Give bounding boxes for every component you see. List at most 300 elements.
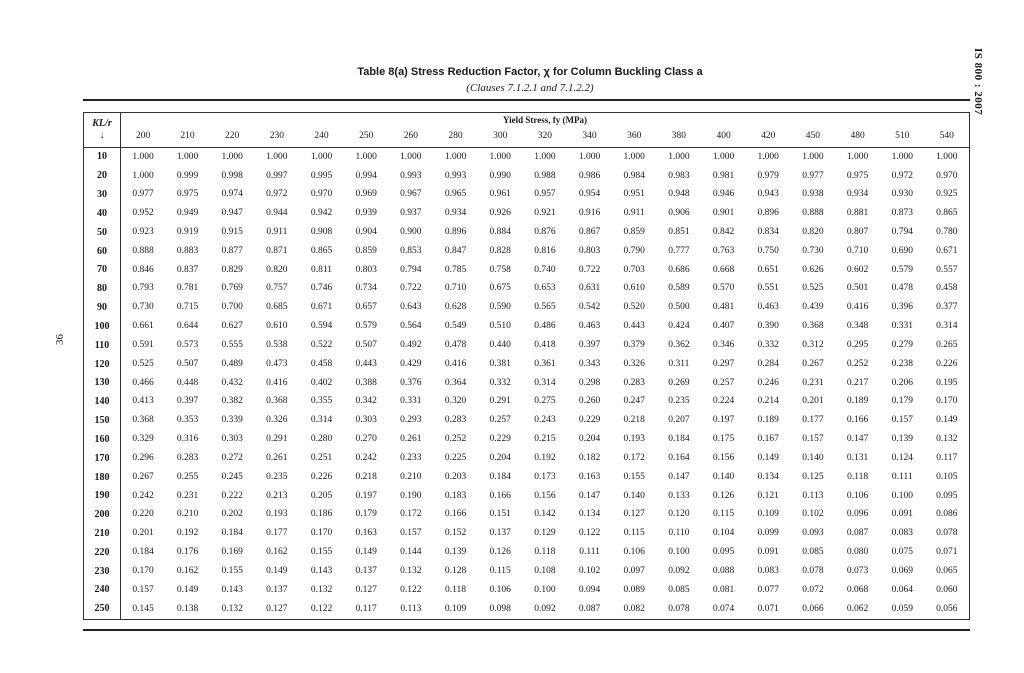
kl-r-value: 250: [84, 600, 121, 620]
table-cell: 0.189: [846, 396, 869, 407]
table-cell: 0.859: [355, 245, 377, 256]
table-cell: 0.126: [489, 547, 511, 558]
table-cell: 0.590: [489, 302, 511, 313]
table-cell: 0.984: [623, 170, 645, 181]
table-cell: 0.947: [221, 208, 243, 219]
table-cell: 0.140: [712, 471, 735, 482]
table-cell: 0.326: [266, 415, 288, 426]
table-cell: 0.134: [578, 509, 601, 520]
table-cell: 0.949: [176, 208, 199, 219]
kl-r-value: 20: [84, 167, 121, 186]
table-cell: 0.257: [712, 377, 735, 388]
table-cell: 0.551: [757, 283, 779, 294]
table-cell: 0.974: [221, 189, 243, 200]
table-cell: 0.837: [176, 264, 199, 275]
table-cell: 0.173: [534, 471, 556, 482]
table-cell: 0.746: [310, 283, 333, 294]
table-cell: 0.113: [802, 490, 824, 501]
kl-r-value: 50: [84, 223, 121, 242]
stress-reduction-table: [83, 112, 970, 620]
table-cell: 0.346: [712, 339, 735, 350]
table-cell: 0.255: [176, 471, 199, 482]
column-header: 400: [701, 127, 746, 148]
table-cell: 0.094: [578, 584, 601, 595]
table-cell: 0.085: [802, 547, 824, 558]
table-cell: 0.368: [266, 396, 288, 407]
table-cell: 0.087: [578, 603, 601, 614]
table-cell: 0.416: [266, 377, 288, 388]
table-cell: 0.242: [132, 490, 154, 501]
table-cell: 0.926: [489, 208, 511, 219]
table-cell: 0.311: [668, 358, 690, 369]
table-cell: 0.671: [310, 302, 333, 313]
table-cell: 0.122: [310, 603, 333, 614]
kl-r-value: 140: [84, 393, 121, 412]
kl-r-value: 170: [84, 449, 121, 468]
table-cell: 0.946: [712, 189, 735, 200]
table-cell: 0.291: [489, 396, 511, 407]
table-cell: 0.807: [846, 226, 869, 237]
table-cell: 0.190: [400, 490, 422, 501]
table-cell: 0.355: [310, 396, 333, 407]
table-cell: 0.390: [757, 321, 779, 332]
table-cell: 0.184: [132, 547, 154, 558]
column-header: 540: [925, 127, 970, 148]
table-row: [84, 261, 970, 280]
table-cell: 0.396: [891, 302, 913, 313]
table-cell: 0.627: [221, 321, 243, 332]
table-cell: 0.298: [578, 377, 601, 388]
table-cell: 0.303: [355, 415, 377, 426]
table-cell: 0.900: [400, 226, 422, 237]
table-cell: 0.229: [489, 434, 511, 445]
table-cell: 0.957: [534, 189, 556, 200]
table-cell: 0.081: [712, 584, 735, 595]
table-cell: 0.908: [310, 226, 333, 237]
table-cell: 0.129: [534, 528, 556, 539]
table-cell: 0.231: [802, 377, 824, 388]
kl-r-value: 120: [84, 355, 121, 374]
table-cell: 0.060: [936, 584, 958, 595]
table-cell: 0.331: [891, 321, 913, 332]
table-cell: 0.210: [400, 471, 422, 482]
column-header: 380: [657, 127, 702, 148]
table-cell: 0.283: [176, 452, 199, 463]
table-cell: 0.170: [132, 565, 154, 576]
table-cell: 0.303: [221, 434, 243, 445]
table-cell: 0.229: [578, 415, 601, 426]
kl-r-value: 200: [84, 506, 121, 525]
column-header: 260: [389, 127, 434, 148]
table-cell: 0.186: [310, 509, 333, 520]
table-cell: 0.095: [712, 547, 735, 558]
column-header: 280: [433, 127, 478, 148]
table-cell: 0.144: [400, 547, 422, 558]
table-cell: 0.157: [400, 528, 422, 539]
kl-r-value: 70: [84, 261, 121, 280]
table-cell: 0.142: [534, 509, 556, 520]
table-cell: 0.118: [534, 547, 556, 558]
table-cell: 0.162: [266, 547, 288, 558]
table-cell: 0.816: [534, 245, 556, 256]
table-cell: 0.579: [891, 264, 913, 275]
table-row: [84, 317, 970, 336]
table-cell: 0.127: [623, 509, 645, 520]
table-cell: 0.329: [132, 434, 154, 445]
table-cell: 0.182: [578, 452, 601, 463]
table-cell: 0.080: [846, 547, 869, 558]
table-cell: 0.522: [310, 339, 333, 350]
table-cell: 1.000: [534, 151, 556, 162]
table-cell: 0.847: [444, 245, 467, 256]
table-cell: 0.757: [266, 283, 288, 294]
table-cell: 0.078: [936, 528, 958, 539]
table-cell: 0.919: [176, 226, 199, 237]
table-cell: 0.777: [668, 245, 690, 256]
table-cell: 0.106: [489, 584, 511, 595]
table-cell: 0.589: [668, 283, 690, 294]
kl-r-value: 230: [84, 562, 121, 581]
table-cell: 0.489: [221, 358, 243, 369]
table-cell: 0.059: [891, 603, 913, 614]
table-cell: 0.916: [578, 208, 601, 219]
table-cell: 1.000: [176, 151, 199, 162]
table-cell: 0.758: [489, 264, 511, 275]
table-cell: 0.703: [623, 264, 645, 275]
table-cell: 0.235: [668, 396, 690, 407]
table-cell: 0.780: [936, 226, 958, 237]
table-cell: 0.121: [757, 490, 779, 501]
table-cell: 0.149: [266, 565, 288, 576]
table-cell: 0.093: [802, 528, 824, 539]
table-cell: 0.382: [221, 396, 243, 407]
table-cell: 0.095: [936, 490, 958, 501]
table-cell: 0.418: [534, 339, 556, 350]
table-cell: 0.215: [534, 434, 556, 445]
down-arrow-icon: ↓: [99, 130, 105, 141]
table-cell: 0.938: [802, 189, 824, 200]
table-cell: 0.965: [444, 189, 467, 200]
table-cell: 0.954: [578, 189, 601, 200]
table-cell: 0.098: [489, 603, 511, 614]
table-cell: 0.993: [444, 170, 467, 181]
table-cell: 0.147: [578, 490, 601, 501]
table-cell: 0.126: [712, 490, 735, 501]
table-cell: 0.065: [936, 565, 958, 576]
table-cell: 0.251: [310, 452, 333, 463]
table-cell: 0.193: [623, 434, 645, 445]
table-cell: 0.466: [132, 377, 154, 388]
table-cell: 0.644: [176, 321, 199, 332]
table-cell: 0.478: [891, 283, 913, 294]
table-cell: 0.066: [802, 603, 824, 614]
table-cell: 0.293: [400, 415, 422, 426]
table-cell: 0.686: [668, 264, 690, 275]
table-cell: 0.073: [846, 565, 869, 576]
table-cell: 0.272: [221, 452, 243, 463]
table-cell: 0.205: [310, 490, 333, 501]
table-cell: 0.332: [757, 339, 779, 350]
kl-r-value: 90: [84, 299, 121, 318]
table-cell: 0.967: [400, 189, 422, 200]
table-title: Table 8(a) Stress Reduction Factor, χ for Column Buckling Class a: [357, 66, 703, 78]
table-cell: 0.594: [310, 321, 333, 332]
table-cell: 0.876: [534, 226, 556, 237]
table-cell: 0.122: [578, 528, 601, 539]
kl-r-value: 190: [84, 487, 121, 506]
table-cell: 0.128: [444, 565, 467, 576]
table-cell: 0.197: [712, 415, 735, 426]
table-cell: 0.120: [668, 509, 690, 520]
table-cell: 0.944: [266, 208, 288, 219]
table-cell: 0.834: [757, 226, 779, 237]
kl-r-value: 240: [84, 581, 121, 600]
table-cell: 0.166: [846, 415, 869, 426]
table-cell: 0.261: [400, 434, 422, 445]
table-cell: 0.109: [444, 603, 467, 614]
table-cell: 0.111: [579, 547, 600, 558]
table-cell: 0.151: [489, 509, 511, 520]
table-cell: 0.710: [444, 283, 467, 294]
table-cell: 0.291: [266, 434, 288, 445]
table-cell: 0.184: [221, 528, 243, 539]
table-cell: 0.204: [578, 434, 601, 445]
table-row: [84, 600, 970, 620]
table-cell: 0.091: [757, 547, 779, 558]
table-cell: 0.117: [355, 603, 377, 614]
table-cell: 0.948: [668, 189, 690, 200]
table-cell: 0.643: [400, 302, 422, 313]
table-cell: 0.246: [757, 377, 779, 388]
table-cell: 0.710: [846, 245, 869, 256]
table-row: [84, 506, 970, 525]
table-cell: 0.781: [176, 283, 199, 294]
table-cell: 0.069: [891, 565, 913, 576]
table-cell: 0.793: [132, 283, 154, 294]
table-cell: 0.970: [936, 170, 958, 181]
kl-r-value: 60: [84, 242, 121, 261]
table-cell: 0.361: [534, 358, 556, 369]
table-cell: 0.811: [311, 264, 333, 275]
table-cell: 1.000: [846, 151, 869, 162]
table-cell: 0.557: [936, 264, 958, 275]
table-cell: 0.397: [176, 396, 199, 407]
table-cell: 0.213: [266, 490, 288, 501]
table-cell: 1.000: [578, 151, 601, 162]
table-cell: 1.000: [757, 151, 779, 162]
table-cell: 0.859: [623, 226, 645, 237]
table-cell: 0.124: [891, 452, 913, 463]
table-cell: 0.432: [221, 377, 243, 388]
table-cell: 0.500: [668, 302, 690, 313]
table-cell: 0.368: [132, 415, 154, 426]
table-cell: 0.157: [132, 584, 154, 595]
table-cell: 0.942: [310, 208, 333, 219]
table-row: [84, 525, 970, 544]
table-cell: 0.915: [221, 226, 243, 237]
table-cell: 0.104: [712, 528, 735, 539]
table-cell: 0.226: [310, 471, 333, 482]
document-code: IS 800 : 2007: [972, 48, 984, 116]
table-cell: 0.794: [891, 226, 913, 237]
table-cell: 0.176: [176, 547, 199, 558]
table-cell: 0.280: [310, 434, 333, 445]
table-cell: 0.740: [534, 264, 556, 275]
kl-r-value: 40: [84, 205, 121, 224]
table-cell: 0.463: [757, 302, 779, 313]
table-cell: 0.867: [578, 226, 601, 237]
table-cell: 0.785: [444, 264, 467, 275]
column-header: 450: [791, 127, 836, 148]
kl-r-value: 150: [84, 412, 121, 431]
column-header: 210: [165, 127, 210, 148]
table-row: [84, 336, 970, 355]
column-header: 300: [478, 127, 523, 148]
table-cell: 0.132: [310, 584, 333, 595]
table-cell: 0.316: [176, 434, 199, 445]
table-cell: 0.921: [534, 208, 556, 219]
table-cell: 0.388: [355, 377, 377, 388]
column-header: 480: [835, 127, 880, 148]
table-cell: 0.994: [355, 170, 377, 181]
table-cell: 0.088: [712, 565, 735, 576]
table-container: [83, 112, 970, 620]
column-header: 200: [121, 127, 166, 148]
table-cell: 0.207: [668, 415, 690, 426]
table-cell: 0.083: [891, 528, 913, 539]
table-cell: 0.492: [400, 339, 422, 350]
table-cell: 0.117: [936, 452, 958, 463]
yield-stress-header: Yield Stress, fy (MPa): [121, 113, 970, 128]
table-row: [84, 562, 970, 581]
table-cell: 0.969: [355, 189, 377, 200]
table-cell: 0.443: [355, 358, 377, 369]
table-cell: 0.231: [176, 490, 199, 501]
table-cell: 0.458: [310, 358, 333, 369]
table-cell: 0.591: [132, 339, 154, 350]
table-cell: 0.829: [221, 264, 243, 275]
table-cell: 0.192: [176, 528, 199, 539]
table-cell: 0.520: [623, 302, 645, 313]
table-cell: 0.074: [712, 603, 735, 614]
table-cell: 0.904: [355, 226, 377, 237]
table-cell: 0.179: [891, 396, 913, 407]
table-cell: 0.100: [891, 490, 913, 501]
table-cell: 0.156: [712, 452, 735, 463]
kl-r-value: 110: [84, 336, 121, 355]
table-cell: 0.297: [712, 358, 735, 369]
table-cell: 0.690: [891, 245, 913, 256]
table-cell: 0.542: [578, 302, 601, 313]
table-cell: 0.189: [757, 415, 779, 426]
table-body: [84, 148, 970, 620]
table-cell: 0.416: [444, 358, 467, 369]
table-cell: 0.270: [355, 434, 377, 445]
table-cell: 0.930: [891, 189, 913, 200]
table-cell: 0.510: [489, 321, 511, 332]
table-cell: 0.794: [400, 264, 422, 275]
table-cell: 0.111: [891, 471, 913, 482]
table-cell: 1.000: [132, 170, 154, 181]
table-cell: 0.881: [846, 208, 869, 219]
table-cell: 0.972: [891, 170, 913, 181]
table-cell: 0.218: [355, 471, 377, 482]
table-cell: 0.961: [489, 189, 511, 200]
table-cell: 0.610: [623, 283, 645, 294]
table-cell: 0.100: [534, 584, 556, 595]
table-cell: 0.197: [355, 490, 377, 501]
table-cell: 0.865: [936, 208, 958, 219]
table-cell: 0.995: [310, 170, 333, 181]
kl-r-value: 180: [84, 468, 121, 487]
kl-r-value: 210: [84, 525, 121, 544]
table-cell: 0.149: [757, 452, 779, 463]
table-cell: 0.997: [266, 170, 288, 181]
table-row: [84, 468, 970, 487]
table-cell: 0.925: [936, 189, 958, 200]
table-cell: 0.314: [936, 321, 958, 332]
table-cell: 0.439: [802, 302, 824, 313]
column-header: 230: [255, 127, 300, 148]
table-cell: 0.853: [400, 245, 422, 256]
table-cell: 0.429: [400, 358, 422, 369]
table-cell: 0.170: [310, 528, 333, 539]
table-cell: 0.993: [400, 170, 422, 181]
table-cell: 0.573: [176, 339, 199, 350]
table-cell: 0.265: [936, 339, 958, 350]
table-cell: 0.149: [936, 415, 958, 426]
table-cell: 0.440: [489, 339, 511, 350]
table-cell: 0.730: [802, 245, 824, 256]
table-cell: 0.626: [802, 264, 824, 275]
table-cell: 0.078: [668, 603, 690, 614]
table-cell: 0.166: [489, 490, 511, 501]
table-row: [84, 299, 970, 318]
table-cell: 0.162: [176, 565, 199, 576]
table-cell: 0.951: [623, 189, 645, 200]
table-cell: 0.164: [668, 452, 690, 463]
table-cell: 0.138: [176, 603, 199, 614]
table-row: [84, 581, 970, 600]
table-cell: 0.072: [802, 584, 824, 595]
table-cell: 0.283: [444, 415, 467, 426]
kl-r-value: 10: [84, 148, 121, 167]
table-cell: 0.312: [802, 339, 824, 350]
table-cell: 0.115: [713, 509, 735, 520]
table-cell: 0.283: [623, 377, 645, 388]
table-cell: 0.071: [936, 547, 958, 558]
table-cell: 0.896: [444, 226, 467, 237]
table-cell: 0.339: [221, 415, 243, 426]
table-cell: 0.501: [846, 283, 869, 294]
table-cell: 1.000: [355, 151, 377, 162]
table-cell: 0.295: [846, 339, 869, 350]
table-cell: 0.252: [444, 434, 467, 445]
table-cell: 0.062: [846, 603, 869, 614]
table-cell: 0.156: [534, 490, 556, 501]
table-cell: 0.555: [221, 339, 243, 350]
table-cell: 0.132: [221, 603, 243, 614]
table-cell: 0.175: [712, 434, 735, 445]
table-cell: 0.865: [310, 245, 333, 256]
table-cell: 0.975: [846, 170, 869, 181]
table-cell: 0.184: [489, 471, 511, 482]
table-cell: 0.155: [310, 547, 333, 558]
table-cell: 0.238: [891, 358, 913, 369]
table-cell: 0.320: [444, 396, 467, 407]
table-cell: 0.734: [355, 283, 377, 294]
table-cell: 0.172: [400, 509, 422, 520]
